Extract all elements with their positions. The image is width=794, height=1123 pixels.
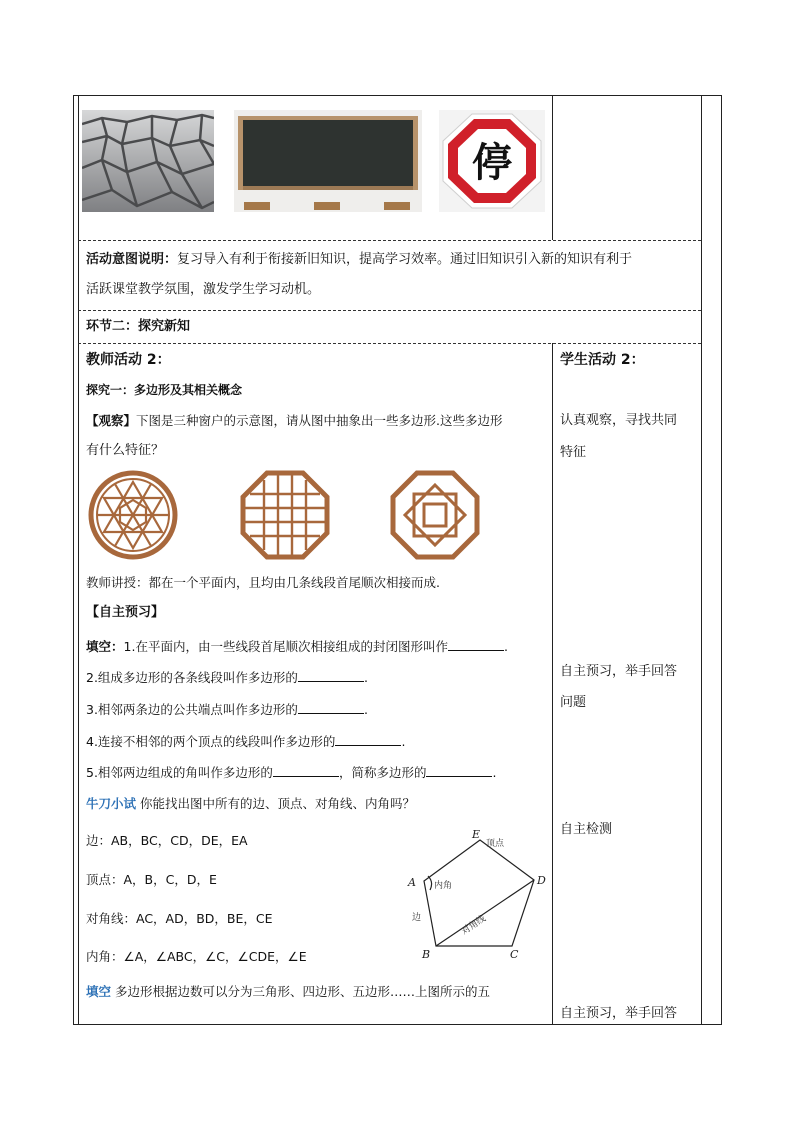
- student-activity-4: 自主预习，举手回答: [560, 1006, 678, 1021]
- question-5: [86, 762, 496, 783]
- observe-text-1: 下图是三种窗户的示意图，请从图中抽象出一些多边形.这些多边形: [136, 413, 503, 428]
- student-activity-2-line1: 自主预习，举手回答: [560, 664, 678, 679]
- question-2: [86, 667, 368, 688]
- vertex-label-e: E: [472, 828, 481, 841]
- question-1-text: 1.在平面内，由一些线段首尾顺次相接组成的封闭图形叫作: [123, 639, 448, 654]
- explore-one-title: 探究一：多边形及其相关概念: [86, 383, 243, 397]
- try-label: 牛刀小试: [86, 796, 137, 811]
- column-divider: [552, 343, 553, 1025]
- question-3-text: 3.相邻两条边的公共端点叫作多边形的: [86, 702, 298, 717]
- vertices-answer: 顶点：A，B，C，D，E: [86, 872, 217, 887]
- side-annotation: 边: [412, 913, 422, 923]
- vertex-label-c: C: [510, 948, 519, 961]
- try-it-line: [86, 794, 415, 814]
- period-3: .: [363, 702, 368, 717]
- answer-blank-4[interactable]: [335, 731, 401, 746]
- octagon-lattice-window-image: [240, 470, 330, 560]
- student-activity-2-line2: 问题: [560, 695, 587, 710]
- vertex-label-b: B: [422, 948, 431, 961]
- question-1: [86, 636, 508, 657]
- period-4: .: [401, 734, 406, 749]
- answer-blank-1[interactable]: [448, 636, 504, 651]
- teacher-heading: 教师活动 2：: [86, 352, 171, 368]
- fill-label: 填空：: [86, 639, 124, 654]
- student-activity-1-line1: 认真观察，寻找共同: [560, 413, 678, 428]
- intent-text-1: 复习导入有利于衔接新旧知识，提高学习效率。通过旧知识引入新的知识有利于: [177, 252, 633, 267]
- diagonal-annotation: 对角线: [459, 913, 488, 938]
- table-inner-left-border: [78, 95, 79, 1025]
- answer-blank-5b[interactable]: [426, 762, 492, 777]
- pentagon-shape: [424, 840, 534, 946]
- intent-label: 活动意图说明：: [86, 252, 178, 267]
- vertex-annotation: 顶点: [486, 839, 505, 849]
- angles-answer: 内角：∠A，∠ABC，∠C，∠CDE，∠E: [86, 949, 307, 964]
- question-4: [86, 731, 405, 752]
- intent-text-2: 活跃课堂教学氛围，激发学生学习动机。: [86, 282, 321, 297]
- stop-sign-image: [439, 110, 545, 212]
- answer-blank-3[interactable]: [298, 699, 364, 714]
- period-5: .: [492, 765, 497, 780]
- pentagon-diagram: [400, 826, 552, 962]
- section-title: 环节二：探究新知: [86, 319, 191, 334]
- column-divider-top: [552, 95, 553, 240]
- intent-paragraph-line1: [86, 250, 632, 270]
- teacher-lecture: 教师讲授：都在一个平面内，且均由几条线段首尾顺次相接而成.: [86, 575, 440, 590]
- hexagon-tiles-image: [82, 110, 214, 212]
- student-activity-1-line2: 特征: [560, 445, 587, 460]
- stop-sign-text: 停: [472, 140, 512, 186]
- octagon-star-window-image: [390, 470, 480, 560]
- period-2: .: [363, 670, 368, 685]
- student-activity-3: 自主检测: [560, 822, 613, 837]
- table-inner-right-border: [701, 95, 702, 1025]
- angle-annotation: 内角: [434, 881, 453, 891]
- observe-text-2: 有什么特征？: [86, 443, 165, 458]
- answer-blank-2[interactable]: [298, 667, 364, 682]
- blackboard-image: [234, 110, 422, 212]
- row-divider-1: [78, 240, 701, 241]
- question-3: [86, 699, 368, 720]
- question-5-text-a: 5.相邻两边组成的角叫作多边形的: [86, 765, 273, 780]
- observe-line1: [86, 411, 503, 431]
- vertex-label-d: D: [537, 874, 546, 887]
- try-text: 你能找出图中所有的边、顶点、对角线、内角吗？: [140, 796, 416, 811]
- row-divider-3: [78, 343, 701, 344]
- question-2-text: 2.组成多边形的各条线段叫作多边形的: [86, 670, 298, 685]
- question-4-text: 4.连接不相邻的两个顶点的线段叫作多边形的: [86, 734, 336, 749]
- fill-2-text: 多边形根据边数可以分为三角形、四边形、五边形……上图所示的五: [115, 984, 491, 999]
- period-1: .: [503, 639, 508, 654]
- fill-2-line: [86, 982, 490, 1002]
- question-5-text-b: ，简称多边形的: [338, 765, 427, 780]
- diagonals-answer: 对角线：AC，AD，BD，BE，CE: [86, 911, 273, 926]
- fill-2-label: 填空: [86, 984, 112, 999]
- round-window-image: [88, 470, 178, 560]
- student-heading: 学生活动 2：: [560, 352, 645, 368]
- sides-answer: 边：AB，BC，CD，DE，EA: [86, 833, 248, 848]
- vertex-label-a: A: [408, 876, 416, 889]
- preview-tag: 【自主预习】: [86, 605, 165, 620]
- observe-tag: 【观察】: [86, 413, 137, 428]
- row-divider-2: [78, 310, 701, 311]
- answer-blank-5a[interactable]: [273, 762, 339, 777]
